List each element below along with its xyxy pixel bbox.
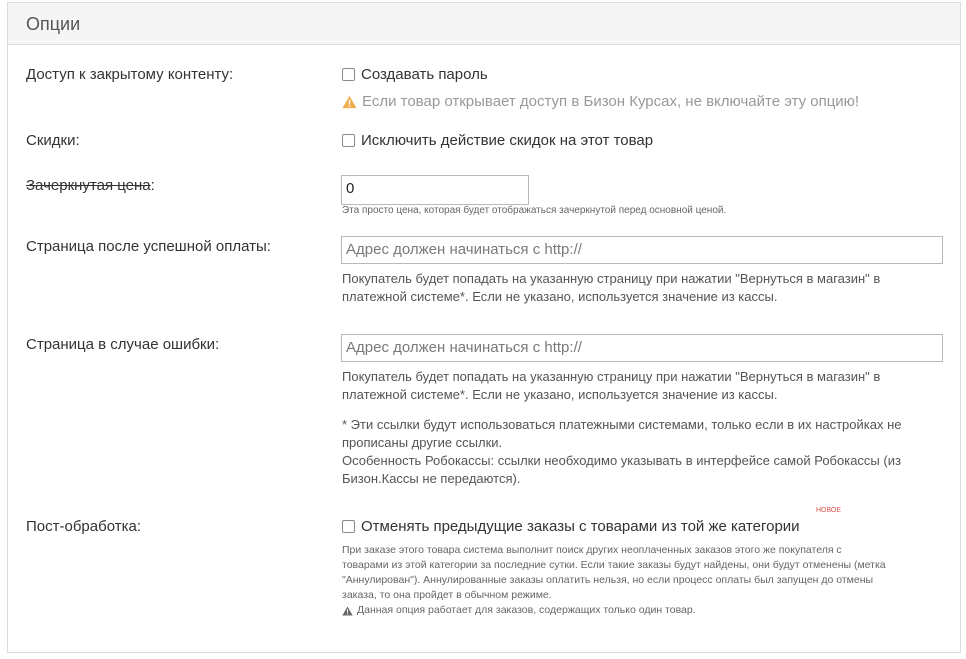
strikethrough-price-label	[26, 177, 155, 194]
panel-title: Опции	[26, 14, 81, 34]
footnote-line: Особенность Робокассы: ссылки необходимо указывать в интерфейсе самой Робокассы (из	[342, 453, 901, 468]
success-page-label: Страница после успешной оплаты:	[26, 238, 271, 255]
post-processing-help	[342, 543, 942, 618]
exclude-discounts-label: Исключить действие скидок на этот товар	[361, 132, 654, 149]
post-processing-help-line: "Аннулирован"). Аннулированные заказы оплатить нельзя, но если процесс оплаты был запущен до отмены	[342, 574, 874, 586]
footnote-line: * Эти ссылки будут использоваться платежными системами, только если в их настройках не	[342, 417, 902, 432]
error-page-help-line: платежной системе*. Если не указано, используется значение из кассы.	[342, 387, 778, 402]
strikethrough-price-label-text: Зачеркнутая цена	[26, 177, 151, 194]
footnote-line: прописаны другие ссылки.	[342, 435, 503, 450]
discounts-label: Скидки:	[26, 132, 80, 149]
new-badge: НОВОЕ	[816, 507, 842, 514]
footnote-line: Бизон.Кассы не передаются).	[342, 471, 521, 486]
closed-content-warning	[342, 93, 859, 110]
post-processing-note	[342, 603, 942, 618]
create-password-label: Создавать пароль	[361, 66, 488, 83]
exclude-discounts-checkbox[interactable]	[342, 134, 355, 147]
success-page-help-line: платежной системе*. Если не указано, используется значение из кассы.	[342, 289, 778, 304]
payment-links-footnote	[342, 416, 942, 488]
error-page-help	[342, 368, 942, 404]
create-password-option[interactable]	[342, 66, 488, 83]
success-page-help-line: Покупатель будет попадать на указанную страницу при нажатии "Вернуться в магазин" в	[342, 271, 881, 286]
post-processing-note-text: Данная опция работает для заказов, содержащих только один товар.	[357, 604, 696, 616]
error-page-url-input[interactable]: Адрес должен начинаться с http://	[341, 334, 943, 362]
post-processing-label: Пост-обработка:	[26, 518, 141, 535]
success-page-help	[342, 270, 942, 306]
closed-content-warning-text: Если товар открывает доступ в Бизон Курсах, не включайте эту опцию!	[362, 93, 860, 110]
error-page-label: Страница в случае ошибки:	[26, 336, 220, 353]
closed-content-label: Доступ к закрытому контенту:	[26, 66, 234, 83]
post-processing-help-line: заказа, то она пройдет в обычном режиме.	[342, 589, 552, 601]
post-processing-help-line: товарами из этой категории за последние сутки. Если такие заказы будут найдены, они будут отменены (метка	[342, 559, 886, 571]
warning-triangle-icon	[342, 606, 353, 616]
success-page-url-input[interactable]: Адрес должен начинаться с http://	[341, 236, 943, 264]
strikethrough-price-input[interactable]: 0	[341, 175, 529, 205]
strikethrough-price-label-colon: :	[150, 177, 155, 194]
error-page-help-line: Покупатель будет попадать на указанную страницу при нажатии "Вернуться в магазин" в	[342, 369, 881, 384]
panel-header	[8, 3, 960, 45]
strikethrough-price-help: Эта просто цена, которая будет отображаться зачеркнутой перед основной ценой.	[342, 205, 727, 216]
exclude-discounts-option[interactable]	[342, 132, 653, 149]
cancel-previous-orders-checkbox[interactable]	[342, 520, 355, 533]
cancel-previous-orders-option[interactable]	[342, 518, 800, 535]
cancel-previous-orders-label: Отменять предыдущие заказы с товарами из той же категории	[361, 518, 800, 535]
create-password-checkbox[interactable]	[342, 68, 355, 81]
warning-triangle-icon	[342, 95, 357, 109]
post-processing-help-line: При заказе этого товара система выполнит поиск других неоплаченных заказов этого же покупателя с	[342, 544, 842, 556]
